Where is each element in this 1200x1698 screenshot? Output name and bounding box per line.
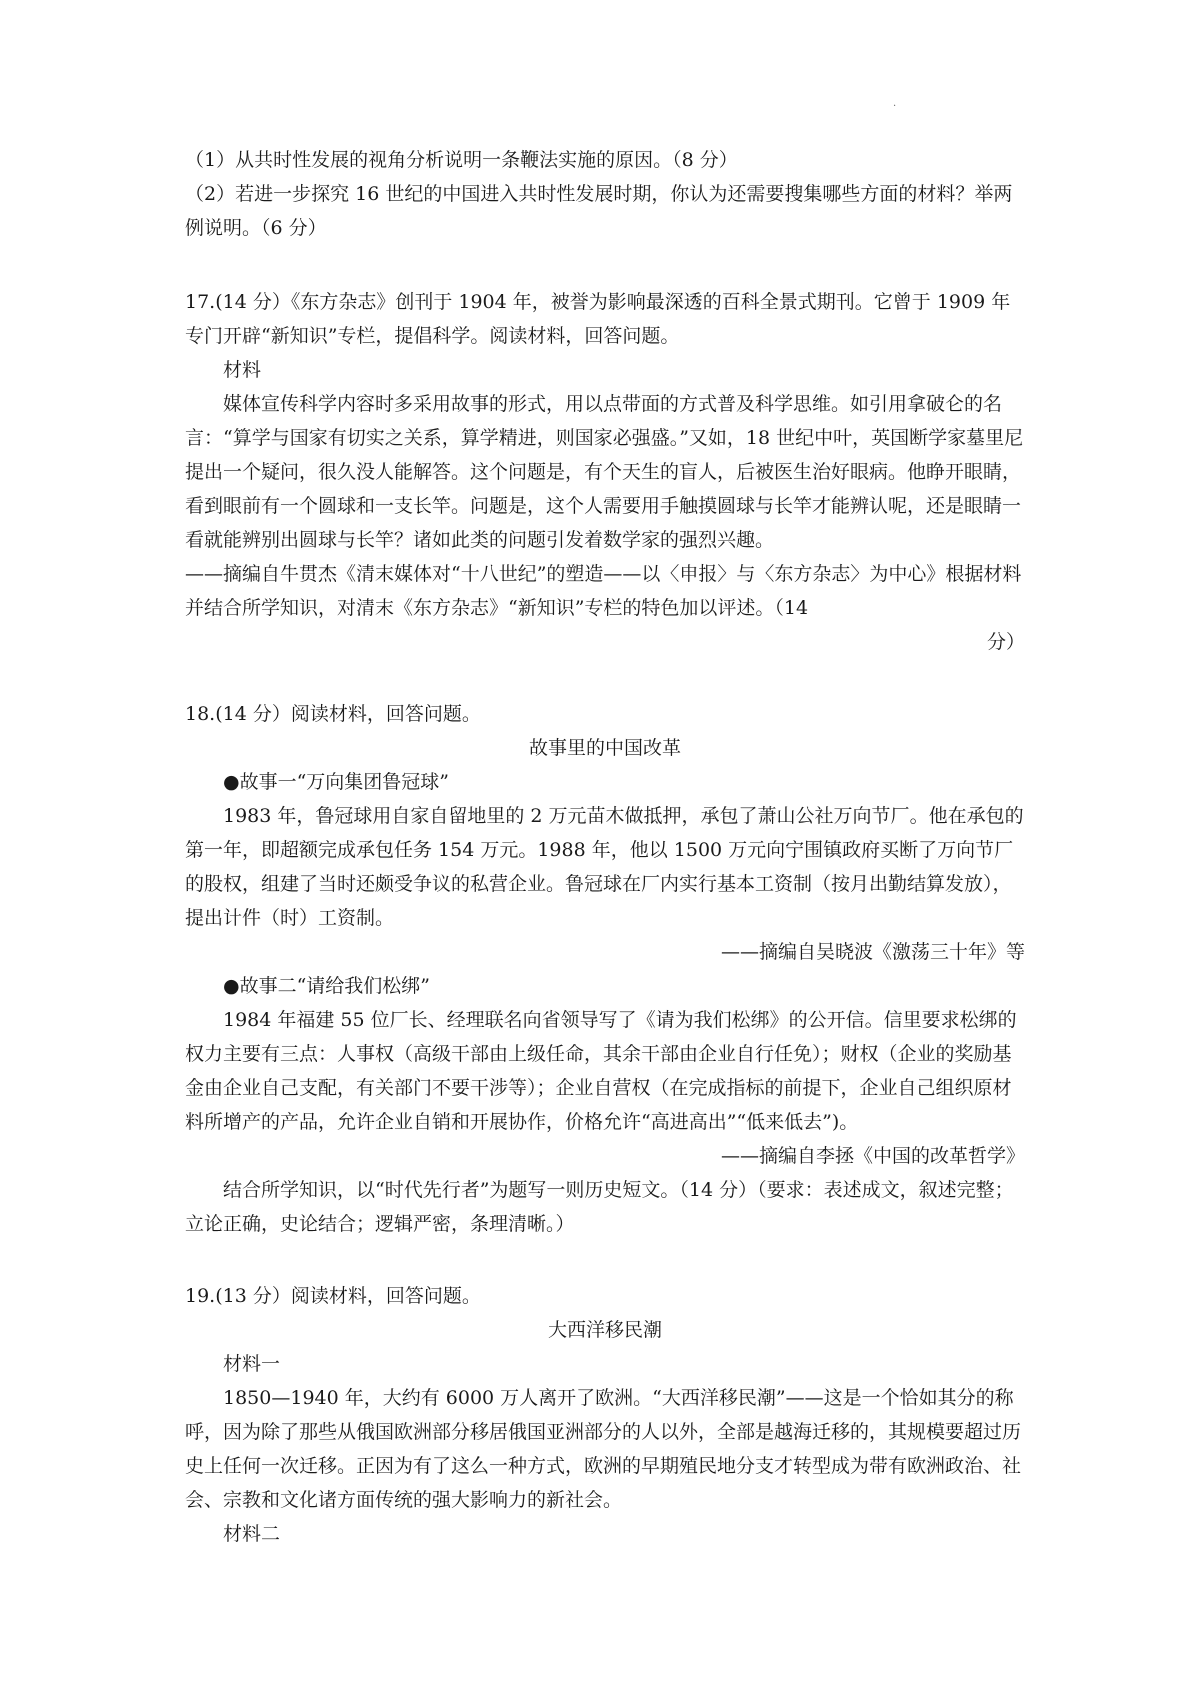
q18-story2-title: ●故事二“请给我们松绑” (223, 975, 431, 997)
scan-speck: . (893, 98, 897, 109)
q18-story1-text: 1983 年，鲁冠球用自家自留地里的 2 万元苗木做抵押，承包了萧山公社万向节厂。他在承包的第一年，即超额完成承包任务 154 万元。1988 年，他以 1500 万元向宁围镇政府买断了万向节厂的股权，组建了当时还颇受争议的私营企业。鲁冠球在厂内实行基本工资制（按月出勤结算发放），提出计件（时）工资制。 (185, 805, 1024, 929)
q16-sub1: （1）从共时性发展的视角分析说明一条鞭法实施的原因。（8 分） (185, 149, 738, 171)
q18-intro: 18.(14 分）阅读材料，回答问题。 (185, 703, 481, 725)
q17-source-and-task: ——摘编自牛贯杰《清末媒体对“十八世纪”的塑造——以〈申报〉与〈东方杂志〉为中心》根据材料并结合所学知识，对清末《东方杂志》“新知识”专栏的特色加以评述。（14 (185, 563, 1022, 619)
q19-title: 大西洋移民潮 (547, 1319, 662, 1341)
q18-task: 结合所学知识，以“时代先行者”为题写一则历史短文。（14 分）（要求：表述成文，叙述完整；立论正确，史论结合；逻辑严密，条理清晰。） (185, 1179, 1014, 1235)
page-content (185, 143, 1025, 1551)
q18-story1-source: ——摘编自吴晓波《激荡三十年》等 (720, 941, 1025, 963)
q17-material-text: 媒体宣传科学内容时多采用故事的形式，用以点带面的方式普及科学思维。如引用拿破仑的名言：“算学与国家有切实之关系，算学精进，则国家必强盛。”又如，18 世纪中叶，英国断学家墓里尼提出一个疑问，很久没人能解答。这个问题是，有个天生的盲人，后被医生治好眼病。他睁开眼睛，看到眼前有一个圆球和一支长竿。问题是，这个人需要用手触摸圆球与长竿才能辨认呢，还是眼睛一看就能辨别出圆球与长竿？诸如此类的问题引发着数学家的强烈兴趣。 (185, 393, 1024, 551)
q19-material2-label: 材料二 (223, 1523, 281, 1545)
q16-sub2: （2）若进一步探究 16 世纪的中国进入共时性发展时期，你认为还需要搜集哪些方面的材料？举两例说明。（6 分） (185, 183, 1013, 239)
q18-story1-title: ●故事一“万向集团鲁冠球” (223, 771, 450, 793)
q17-intro: 17.(14 分）《东方杂志》创刊于 1904 年，被誉为影响最深透的百科全景式期刊。它曾于 1909 年专门开辟“新知识”专栏，提倡科学。阅读材料，回答问题。 (185, 291, 1011, 347)
q19-material1-text: 1850—1940 年，大约有 6000 万人离开了欧洲。“大西洋移民潮”——这是一个恰如其分的称呼，因为除了那些从俄国欧洲部分移居俄国亚洲部分的人以外，全部是越海迁移的，其规模要超过历史上任何一次迁移。正因为有了这么一种方式，欧洲的早期殖民地分支才转型成为带有欧洲政治、社会、宗教和文化诸方面传统的强大影响力的新社会。 (185, 1387, 1022, 1511)
q19-material1-label: 材料一 (223, 1353, 281, 1375)
q19-intro: 19.(13 分）阅读材料，回答问题。 (185, 1285, 481, 1307)
q17-material-label: 材料 (223, 359, 262, 381)
q17-score-tail: 分） (986, 631, 1025, 653)
q18-story2-source: ——摘编自李拯《中国的改革哲学》 (720, 1145, 1025, 1167)
q18-story2-text: 1984 年福建 55 位厂长、经理联名向省领导写了《请为我们松绑》的公开信。信里要求松绑的权力主要有三点：人事权（高级干部由上级任命，其余干部由企业自行任免）；财权（企业的奖励基金由企业自己支配，有关部门不要干涉等）；企业自营权（在完成指标的前提下，企业自己组织原材料所增产的产品，允许企业自销和开展协作，价格允许“高进高出”“低来低去”)。 (185, 1009, 1017, 1133)
q18-title: 故事里的中国改革 (528, 737, 681, 759)
